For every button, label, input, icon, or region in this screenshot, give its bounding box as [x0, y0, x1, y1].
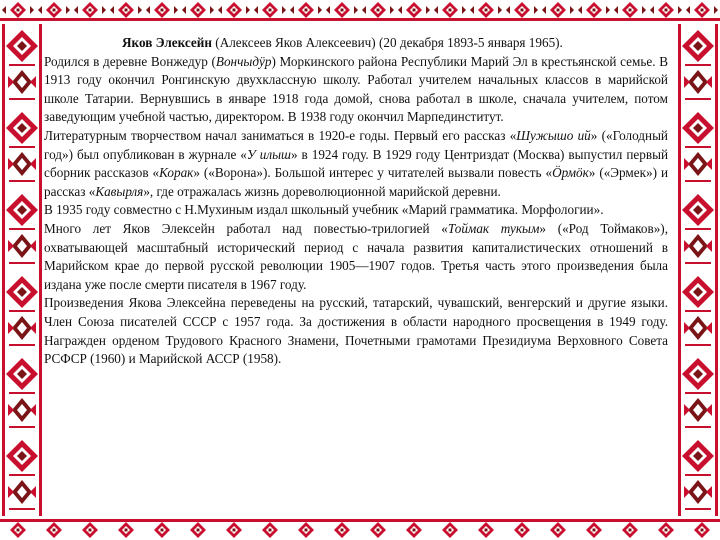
text-run: » («Ворона»). Большой интерес у читателей вызвали повесть «: [193, 165, 553, 181]
ornament-border-top: [0, 0, 720, 24]
paragraph-biography: [44, 53, 668, 127]
ornament-left-svg: [0, 24, 44, 516]
village-name-mari: Вончыдÿр: [215, 53, 272, 69]
work-title: Шужышо ий: [516, 127, 591, 143]
paragraph-translations: Произведения Якова Элексейна переведены на русский, татарский, чувашский, венгерский и другие языки. Член Союза писателей СССР с 1957 года. За достижения в области народного просвещения в 1949 году. Награжден орденом Трудового Красного Знамени, Почетными грамотами Президиума Верховного Совета РСФСР (1960) и Марийской АССР (1958).: [44, 295, 668, 367]
text-run: » («Голодный год») был опубликован в журнале «: [44, 127, 668, 162]
text-run: », где отражалась жизнь дореволюционной марийской деревни.: [143, 183, 501, 199]
author-dates: (Алексеев Яков Алексеевич) (20 декабря 1893-5 января 1965).: [212, 35, 563, 50]
ornament-top-svg: [0, 0, 720, 24]
author-name: Яков Элексейн: [122, 35, 212, 50]
journal-title: У илыш: [246, 146, 291, 162]
work-title: Кавырля: [95, 183, 144, 199]
paragraph-trilogy: [44, 220, 668, 294]
ornament-border-right: [676, 24, 720, 516]
text-run: Много лет Яков Элексейн работал над повестью-трилогией «: [44, 220, 448, 236]
text-run: » в 1924 году. В 1929 году Центриздат (Москва) выпустил первый сборник рассказов «: [44, 146, 668, 181]
text-run: » («Род Тоймаков»), охватывающей масштабный исторический период с начала развития капиталистических отношений в Марийском крае до первой русской революции 1905—1907 годов. Третья часть этого произведения была издана уже после смерти писателя в 1967 году.: [44, 220, 668, 292]
text-run: Литературным творчеством начал заниматься в 1920-е годы. Первый его рассказ «: [44, 127, 517, 143]
paragraph-heading: [44, 34, 668, 53]
ornament-right-svg: [676, 24, 720, 516]
text-run: Родился в деревне Вонжедур (: [44, 53, 216, 69]
ornament-bottom-svg: [0, 516, 720, 540]
ornament-border-bottom: [0, 516, 720, 540]
text-run: » («Эрмек») и рассказ «: [44, 165, 668, 199]
biography-text: [44, 34, 668, 504]
paragraph-literary-work: [44, 127, 668, 201]
work-title: Ӧрмӧк: [552, 165, 589, 181]
work-title: Корак: [159, 165, 194, 181]
paragraph-textbook: В 1935 году совместно с Н.Мухиным издал школьный учебник «Марий грамматика. Морфологии».: [44, 202, 604, 218]
ornament-border-left: [0, 24, 44, 516]
work-title: Тоймак тукым: [447, 220, 540, 236]
text-run: ) Моркинского района Республики Марий Эл в крестьянской семье. В 1913 году окончил Ронгинскую двухклассную школу. Работал учителем начальных классов в марийской школе Татарии. Вернувшись в январе 1918 года домой, снова работал в школе, сначала учителем, потом заведующим учебной частью, директором. В 1938 году окончил Марпединститут.: [44, 53, 668, 125]
